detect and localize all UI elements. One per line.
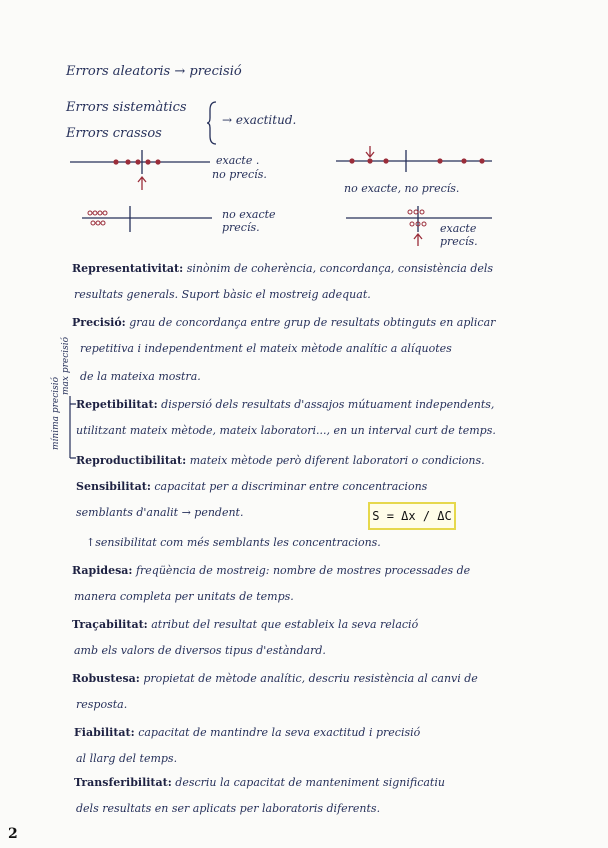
text-rapidesa: freqüència de mostreig: nombre de mostres processades de — [135, 564, 471, 577]
text-precisio-cont-1: repetitiva i independentment el mateix mètode analític a alíquotes — [80, 342, 452, 355]
definition-robustesa — [72, 672, 478, 685]
side-note-min-precision: mínima precisió — [51, 376, 61, 450]
definition-rapidesa — [72, 564, 470, 577]
diagram4-caption-2: precís. — [440, 235, 478, 248]
term-fiabilitat: Fiabilitat: — [74, 726, 135, 739]
term-precisio: Precisió: — [72, 316, 126, 329]
page-number: 2 — [8, 826, 18, 842]
definition-tracabilitat — [72, 618, 418, 631]
random-errors-arrow: → precisió — [174, 64, 242, 79]
diagram-exact-not-precise — [70, 150, 210, 194]
term-tracabilitat: Traçabilitat: — [72, 618, 148, 631]
definition-representativitat — [72, 262, 493, 275]
definition-fiabilitat — [74, 726, 420, 739]
text-rapidesa-cont: manera completa per unitats de temps. — [74, 590, 294, 603]
definition-precisio — [72, 316, 495, 329]
term-sensibilitat: Sensibilitat: — [76, 480, 151, 493]
term-robustesa: Robustesa: — [72, 672, 140, 685]
gross-errors: Errors crassos — [66, 126, 162, 141]
definition-reproductibilitat — [76, 454, 485, 467]
text-sensibilitat: capacitat per a discriminar entre concentracions — [154, 480, 428, 493]
term-rapidesa: Rapidesa: — [72, 564, 133, 577]
diagram1-caption-2: no precís. — [212, 168, 267, 181]
text-robustesa-cont: resposta. — [76, 698, 128, 711]
diagram3-caption-2: precís. — [222, 221, 260, 234]
text-precisio: grau de concordança entre grup de resultats obtinguts en aplicar — [129, 316, 496, 329]
definition-transferibilitat — [74, 776, 445, 789]
term-transferibilitat: Transferibilitat: — [74, 776, 172, 789]
diagram2-caption: no exacte, no precís. — [344, 182, 460, 195]
text-transferibilitat: descriu la capacitat de manteniment significatiu — [175, 776, 445, 789]
term-repetibilitat: Repetibilitat: — [76, 398, 158, 411]
random-errors-line — [66, 64, 242, 79]
text-repetibilitat-cont: utilitzant mateix mètode, mateix laboratori..., en un interval curt de temps. — [76, 424, 496, 437]
text-sensibilitat-note: ↑sensibilitat com més semblants les concentracions. — [86, 536, 381, 549]
text-representativitat: sinònim de coherència, concordança, consistència dels — [186, 262, 494, 275]
diagram1-caption-1: exacte . — [216, 154, 260, 167]
text-precisio-cont-2: de la mateixa mostra. — [80, 370, 201, 383]
brace-icon — [206, 100, 220, 146]
diagram4-caption-1: exacte — [440, 222, 477, 235]
term-reproductibilitat: Reproductibilitat: — [76, 454, 187, 467]
text-representativitat-cont: resultats generals. Suport bàsic el mostreig adequat. — [74, 288, 371, 301]
text-fiabilitat: capacitat de mantindre la seva exactitud i precisió — [138, 726, 421, 739]
exactitud-arrow: → exactitud. — [222, 113, 297, 127]
text-sensibilitat-cont: semblants d'analit → pendent. — [76, 506, 244, 519]
text-tracabilitat: atribut del resultat que estableix la seva relació — [151, 618, 419, 631]
text-repetibilitat: dispersió dels resultats d'assajos mútuament independents, — [161, 398, 495, 411]
diagram-not-exact-not-precise — [336, 144, 492, 174]
side-note-max-precision: max precisió — [61, 336, 71, 395]
systematic-errors: Errors sistemàtics — [66, 100, 187, 115]
text-transferibilitat-cont: dels resultats en ser aplicats per laboratoris diferents. — [76, 802, 381, 815]
diagram-not-exact-precise — [82, 206, 212, 234]
sensitivity-formula: S = Δx / ΔC — [368, 502, 456, 530]
text-robustesa: propietat de mètode analític, descriu resistència al canvi de — [143, 672, 478, 685]
definition-repetibilitat — [76, 398, 494, 411]
diagram3-caption-1: no exacte — [222, 208, 276, 221]
margin-bracket-icon — [58, 390, 78, 462]
term-representativitat: Representativitat: — [72, 262, 184, 275]
definition-sensibilitat — [76, 480, 427, 493]
text-reproductibilitat: mateix mètode però diferent laboratori o condicions. — [189, 454, 485, 467]
random-errors-label: Errors aleatoris — [66, 64, 171, 79]
text-fiabilitat-cont: al llarg del temps. — [76, 752, 178, 765]
text-tracabilitat-cont: amb els valors de diversos tipus d'estàndard. — [74, 644, 326, 657]
